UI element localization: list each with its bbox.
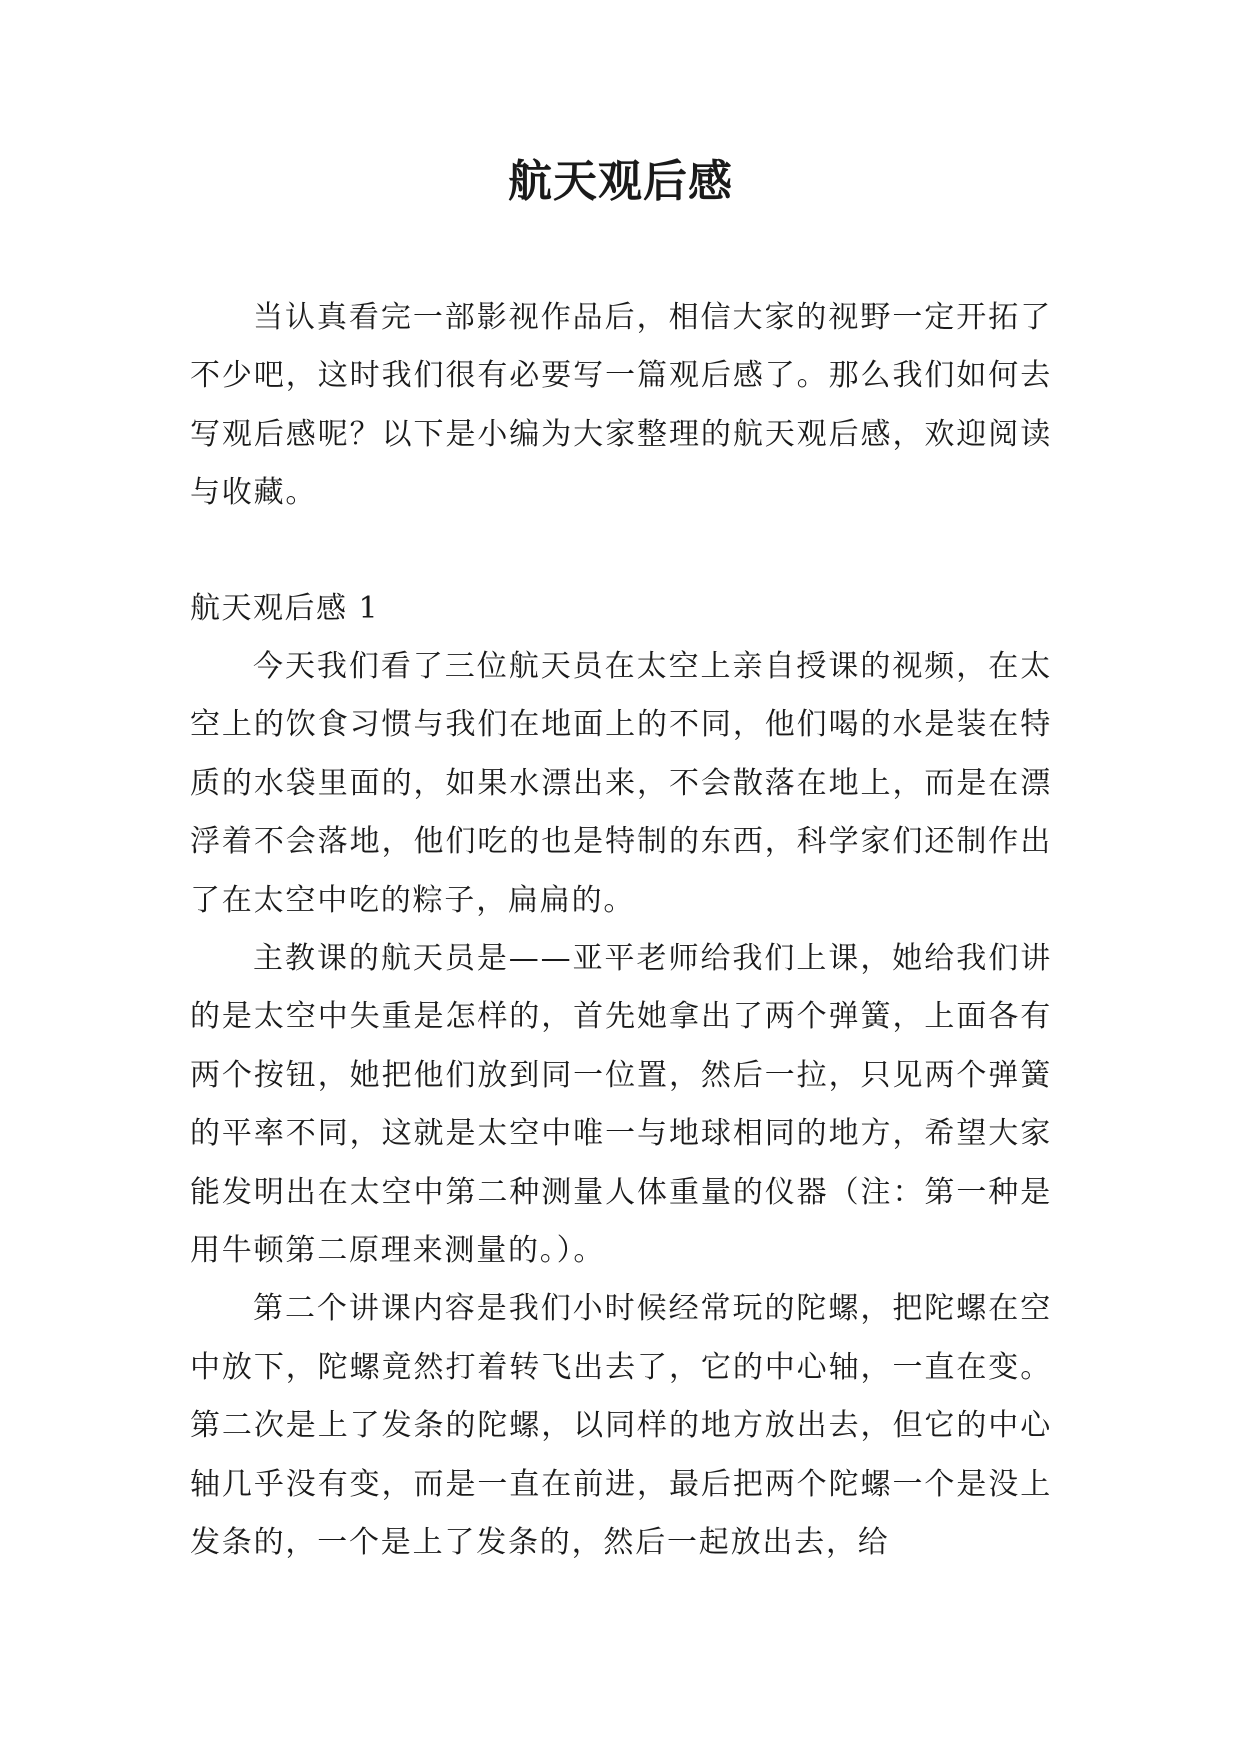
intro-paragraph: 当认真看完一部影视作品后，相信大家的视野一定开拓了不少吧，这时我们很有必要写一篇观后感了。那么我们如何去写观后感呢？以下是小编为大家整理的航天观后感，欢迎阅读与收藏。 [190, 300, 1052, 511]
intro-block [190, 289, 1052, 523]
essay-paragraph-2: 主教课的航天员是——亚平老师给我们上课，她给我们讲的是太空中失重是怎样的，首先她拿出了两个弹簧，上面各有两个按钮，她把他们放到同一位置，然后一拉，只见两个弹簧的平率不同，这就是太空中唯一与地球相同的地方，希望大家能发明出在太空中第二种测量人体重量的仪器（注：第一种是用牛顿第二原理来测量的。）。 [190, 941, 1052, 1269]
section-heading: 航天观后感 1 [190, 591, 380, 626]
document-title: 航天观后感 [508, 156, 733, 207]
essay-body [190, 638, 1052, 1573]
essay-paragraph-3: 第二个讲课内容是我们小时候经常玩的陀螺，把陀螺在空中放下，陀螺竟然打着转飞出去了，它的中心轴，一直在变。第二次是上了发条的陀螺，以同样的地方放出去，但它的中心轴几乎没有变，而是一直在前进，最后把两个陀螺一个是没上发条的，一个是上了发条的，然后一起放出去，给 [190, 1291, 1052, 1561]
essay-paragraph-1: 今天我们看了三位航天员在太空上亲自授课的视频，在太空上的饮食习惯与我们在地面上的不同，他们喝的水是装在特质的水袋里面的，如果水漂出来，不会散落在地上，而是在漂浮着不会落地，他们吃的也是特制的东西，科学家们还制作出了在太空中吃的粽子，扁扁的。 [190, 649, 1052, 918]
